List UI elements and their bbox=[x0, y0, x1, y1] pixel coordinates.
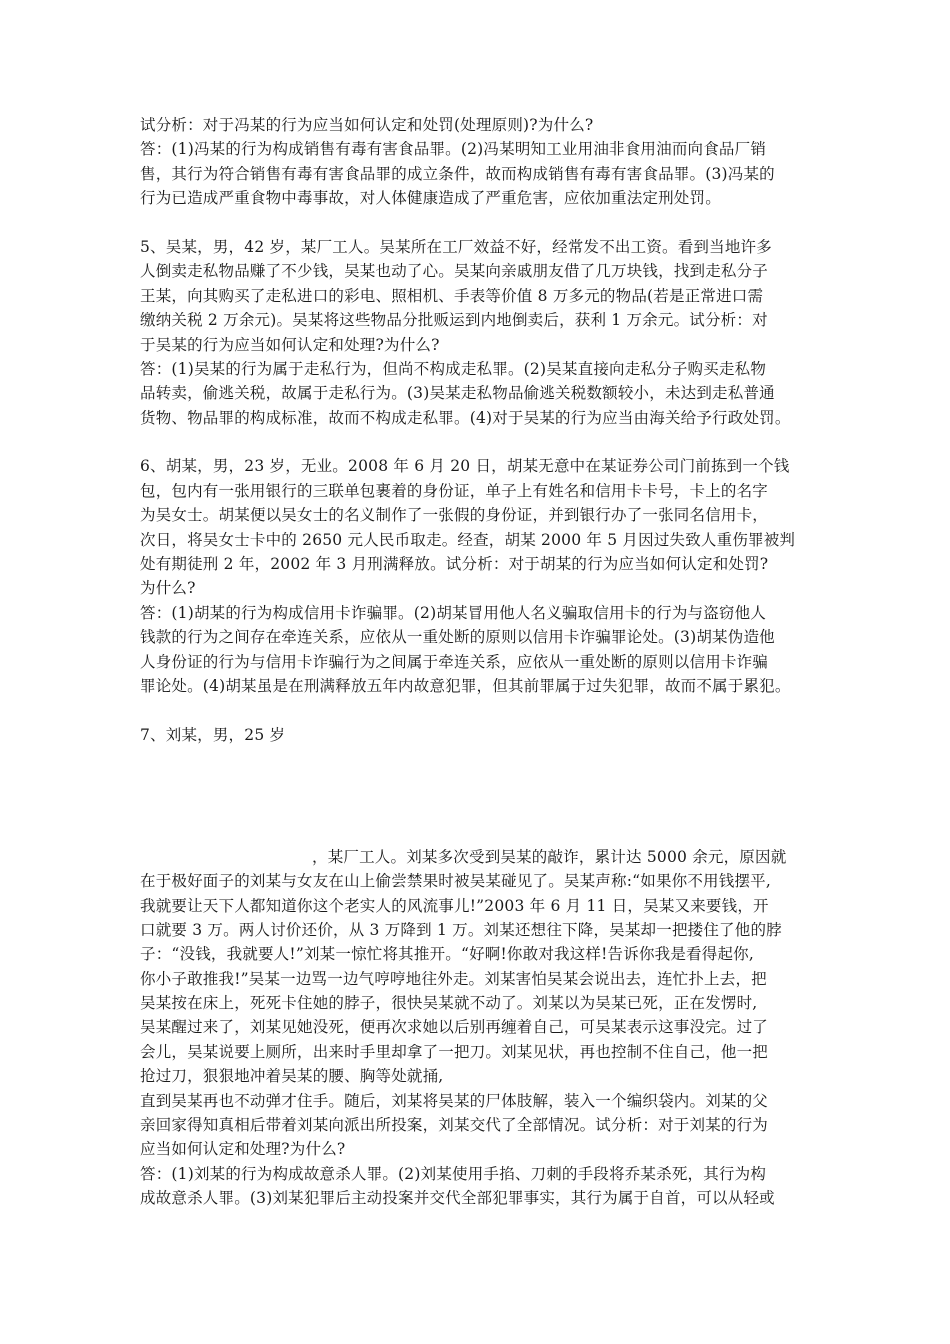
text-line: 于吴某的行为应当如何认定和处理?为什么? bbox=[140, 335, 440, 354]
text-line: 我就要让天下人都知道你这个老实人的风流事儿!”2003 年 6 月 11 日，吴某又来要钱，开 bbox=[140, 896, 769, 915]
text-line: 5、吴某，男，42 岁，某厂工人。吴某所在工厂效益不好，经常发不出工资。看到当地许多 bbox=[140, 237, 772, 256]
text-line: 货物、物品罪的构成标准，故而不构成走私罪。(4)对于吴某的行为应当由海关给予行政处罚。 bbox=[140, 408, 791, 427]
text-line: 抢过刀，狠狠地冲着吴某的腰、胸等处就捅, bbox=[140, 1067, 444, 1086]
text-line: 行为已造成严重食物中毒事故，对人体健康造成了严重危害，应依加重法定刑处罚。 bbox=[140, 189, 721, 208]
text-line: 吴某醒过来了，刘某见她没死，便再次求她以后别再缠着自己，可吴某表示这事没完。过了 bbox=[140, 1018, 769, 1037]
text-line: 缴纳关税 2 万余元)。吴某将这些物品分批贩运到内地倒卖后，获利 1 万余元。试分析：对 bbox=[140, 311, 768, 330]
text-line: 答：(1)冯某的行为构成销售有毒有害食品罪。(2)冯某明知工业用油非食用油而向食品厂销 bbox=[140, 140, 767, 159]
text-line: 子：“没钱，我就要人!”刘某一惊忙将其推开。“好啊!你敢对我这样!告诉你我是看得起你, bbox=[140, 945, 754, 964]
document-page bbox=[140, 113, 816, 1211]
blank-area bbox=[140, 747, 816, 845]
text-line: 7、刘某，男，25 岁 bbox=[140, 725, 286, 744]
text-line: 成故意杀人罪。(3)刘某犯罪后主动投案并交代全部犯罪事实，其行为属于自首，可以从轻或 bbox=[140, 1189, 775, 1208]
text-line: 口就要 3 万。两人讨价还价，从 3 万降到 1 万。刘某还想往下降，吴某却一把搂住了他的脖 bbox=[140, 920, 782, 939]
text-line: 次日，将吴女士卡中的 2650 元人民币取走。经查，胡某 2000 年 5 月因过失致人重伤罪被判 bbox=[140, 530, 796, 549]
text-line: 会儿，吴某说要上厕所，出来时手里却拿了一把刀。刘某见状，再也控制不住自己，他一把 bbox=[140, 1042, 769, 1061]
text-line: 在于极好面子的刘某与女友在山上偷尝禁果时被吴某碰见了。吴某声称:“如果你不用钱摆平, bbox=[140, 872, 771, 891]
text-line: 你小子敢推我!”吴某一边骂一边气哼哼地往外走。刘某害怕吴某会说出去，连忙扑上去，把 bbox=[140, 969, 767, 988]
text-line: 处有期徒刑 2 年，2002 年 3 月刑满释放。试分析：对于胡某的行为应当如何认定和处罚? bbox=[140, 555, 769, 574]
text-line: 售，其行为符合销售有毒有害食品罪的成立条件，故而构成销售有毒有害食品罪。(3)冯某的 bbox=[140, 164, 775, 183]
text-line: 为什么? bbox=[140, 579, 196, 598]
paragraph-gap bbox=[140, 430, 816, 454]
paragraph-gap bbox=[140, 698, 816, 722]
text-line: 应当如何认定和处理?为什么? bbox=[140, 1140, 346, 1159]
text-line: 吴某按在床上，死死卡住她的脖子，很快吴某就不动了。刘某以为吴某已死，正在发愣时, bbox=[140, 994, 758, 1013]
text-line: 6、胡某，男，23 岁，无业。2008 年 6 月 20 日，胡某无意中在某证券公司门前拣到一个钱 bbox=[140, 457, 790, 476]
text-line: ，某厂工人。刘某多次受到吴某的敲诈，累计达 5000 余元，原因就 bbox=[312, 847, 787, 866]
text-line: 亲回家得知真相后带着刘某向派出所投案，刘某交代了全部情况。试分析：对于刘某的行为 bbox=[140, 1116, 769, 1135]
text-line: 品转卖，偷逃关税，故属于走私行为。(3)吴某走私物品偷逃关税数额较小，未达到走私普通 bbox=[140, 384, 775, 403]
text-line: 答：(1)吴某的行为属于走私行为，但尚不构成走私罪。(2)吴某直接向走私分子购买走私物 bbox=[140, 359, 767, 378]
text-line: 王某，向其购买了走私进口的彩电、照相机、手表等价值 8 万多元的物品(若是正常进口需 bbox=[140, 286, 764, 305]
text-line: 答：(1)刘某的行为构成故意杀人罪。(2)刘某使用手掐、刀刺的手段将乔某杀死，其行为构 bbox=[140, 1164, 767, 1183]
text-line: 钱款的行为之间存在牵连关系，应依从一重处断的原则以信用卡诈骗罪论处。(3)胡某伪造他 bbox=[140, 628, 775, 647]
text-line: 答：(1)胡某的行为构成信用卡诈骗罪。(2)胡某冒用他人名义骗取信用卡的行为与盗窃他人 bbox=[140, 603, 767, 622]
text-line: 罪论处。(4)胡某虽是在刑满释放五年内故意犯罪，但其前罪属于过失犯罪，故而不属于累犯。 bbox=[140, 676, 791, 695]
text-line: 为吴女士。胡某便以吴女士的名义制作了一张假的身份证，并到银行办了一张同名信用卡， bbox=[140, 506, 769, 525]
paragraph-gap bbox=[140, 211, 816, 235]
text-line: 人倒卖走私物品赚了不少钱，吴某也动了心。吴某向亲戚朋友借了几万块钱，找到走私分子 bbox=[140, 262, 769, 281]
text-line: 直到吴某再也不动弹才住手。随后，刘某将吴某的尸体肢解，装入一个编织袋内。刘某的父 bbox=[140, 1091, 769, 1110]
text-line: 包，包内有一张用银行的三联单包裹着的身份证，单子上有姓名和信用卡卡号，卡上的名字 bbox=[140, 481, 769, 500]
text-line: 试分析：对于冯某的行为应当如何认定和处罚(处理原则)?为什么? bbox=[140, 116, 594, 134]
text-line: 人身份证的行为与信用卡诈骗行为之间属于牵连关系，应依从一重处断的原则以信用卡诈骗 bbox=[140, 652, 769, 671]
